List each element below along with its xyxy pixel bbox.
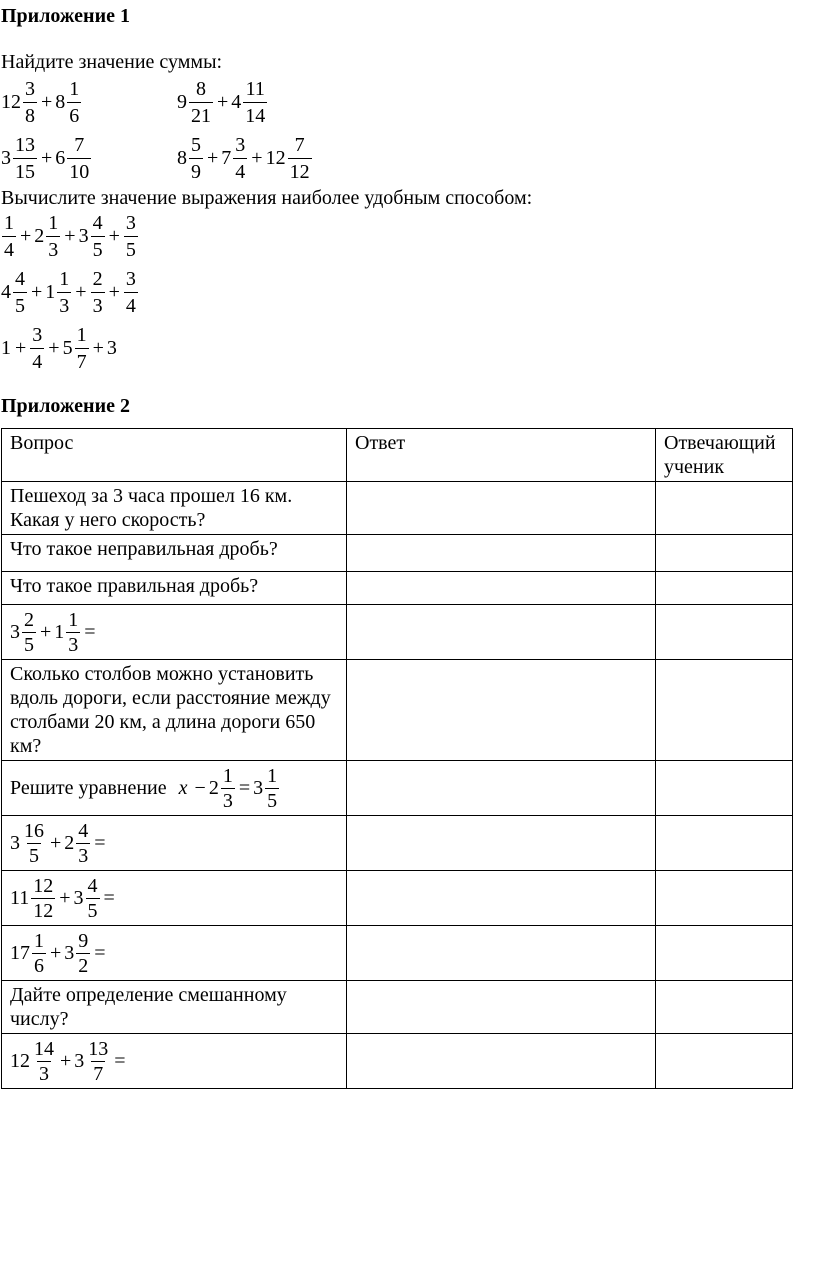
fraction [32, 1037, 56, 1086]
fraction [13, 132, 37, 185]
fraction [189, 132, 203, 185]
numerator: 12 [33, 874, 54, 897]
denominator: 5 [29, 844, 39, 867]
sum-expression [177, 72, 268, 132]
fraction [67, 132, 91, 185]
fraction [22, 819, 46, 868]
denominator: 4 [124, 292, 138, 319]
whole-part: 2 [208, 777, 219, 799]
question-cell: Дайте определение смешанному числу? [2, 981, 347, 1034]
numerator: 3 [235, 133, 246, 156]
fraction [221, 764, 235, 813]
table-row [2, 535, 793, 572]
whole-part: 5 [62, 336, 73, 359]
numerator: 16 [24, 819, 44, 842]
answer-cell [347, 926, 656, 981]
numerator: 1 [69, 77, 80, 100]
fraction [66, 608, 80, 657]
operator: + [40, 621, 52, 643]
whole-part: 1 [54, 621, 65, 643]
operator: + [59, 887, 71, 909]
fraction [2, 210, 16, 263]
header-answer: Ответ [347, 429, 656, 482]
table-header-row [2, 429, 793, 482]
sum-expression [177, 128, 313, 188]
fraction [13, 266, 27, 319]
task1-instruction: Найдите значение суммы: [1, 51, 223, 73]
denominator: 21 [189, 102, 213, 129]
numerator: 14 [34, 1037, 54, 1060]
answer-cell [347, 871, 656, 926]
numerator: 4 [87, 874, 98, 897]
student-cell [656, 535, 793, 572]
fraction [86, 874, 100, 923]
whole-part: 8 [177, 146, 187, 169]
operator: + [108, 224, 120, 247]
operator: + [251, 146, 263, 169]
fraction [46, 210, 60, 263]
fraction [57, 266, 71, 319]
denominator: 14 [243, 102, 267, 129]
operator: + [50, 832, 62, 854]
student-cell [656, 482, 793, 535]
numerator: 7 [294, 133, 305, 156]
equation-prompt: Решите уравнение [10, 777, 167, 799]
whole-part: 1 [1, 336, 11, 359]
fraction [30, 322, 44, 375]
question-cell [2, 816, 347, 871]
operator: + [50, 942, 62, 964]
whole-part: 12 [265, 146, 286, 169]
fraction [233, 132, 247, 185]
convenient-expression [1, 262, 139, 322]
operator: = [103, 887, 115, 909]
denominator: 2 [78, 954, 89, 977]
math-expression [10, 818, 340, 868]
convenient-expression [1, 318, 118, 378]
operator: + [108, 280, 120, 303]
operator: = [94, 832, 106, 854]
fraction [76, 929, 90, 978]
whole-part: 4 [231, 90, 242, 113]
question-cell: Пешеход за 3 часа прошел 16 км. Какая у него скорость? [2, 482, 347, 535]
denominator: 3 [39, 1062, 49, 1085]
whole-part: 3 [78, 224, 89, 247]
numerator: 3 [125, 211, 136, 234]
operator: = [238, 777, 251, 799]
header-question: Вопрос [2, 429, 347, 482]
denominator: 6 [34, 954, 44, 977]
denominator: 12 [288, 158, 312, 185]
numerator: 1 [34, 929, 44, 952]
denominator: 8 [23, 102, 37, 129]
fraction [22, 608, 36, 657]
student-cell [656, 871, 793, 926]
numerator: 2 [24, 608, 34, 631]
student-cell [656, 981, 793, 1034]
denominator: 15 [13, 158, 37, 185]
whole-part: 6 [55, 146, 66, 169]
denominator: 4 [2, 236, 16, 263]
fraction [124, 266, 138, 319]
whole-part: 3 [10, 832, 20, 854]
math-expression [10, 928, 340, 978]
whole-part: 3 [64, 942, 75, 964]
operator: + [64, 224, 76, 247]
table-row [2, 816, 793, 871]
operator: + [48, 336, 60, 359]
numerator: 11 [245, 77, 265, 100]
header-student: Отвечающий ученик [656, 429, 793, 482]
fraction [91, 266, 105, 319]
table-row [2, 482, 793, 535]
denominator: 12 [33, 899, 54, 922]
student-cell [656, 605, 793, 660]
fraction [32, 929, 46, 978]
whole-part: 2 [34, 224, 45, 247]
student-cell [656, 926, 793, 981]
denominator: 3 [78, 844, 89, 867]
numerator: 1 [68, 608, 79, 631]
numerator: 7 [74, 133, 85, 156]
answer-cell [347, 605, 656, 660]
numerator: 1 [267, 764, 278, 787]
operator: + [41, 90, 53, 113]
answer-cell [347, 816, 656, 871]
math-expression [10, 763, 340, 813]
appendix1-title: Приложение 1 [1, 5, 130, 27]
numerator: 1 [59, 267, 70, 290]
fraction [288, 132, 312, 185]
whole-part: 2 [64, 832, 75, 854]
denominator: 3 [57, 292, 71, 319]
student-cell [656, 660, 793, 761]
whole-part: 1 [45, 280, 56, 303]
question-cell: Что такое неправильная дробь? [2, 535, 347, 572]
numerator: 4 [92, 211, 103, 234]
operator: + [60, 1050, 72, 1072]
convenient-expression [1, 206, 139, 266]
operator: = [84, 621, 96, 643]
table-row [2, 981, 793, 1034]
numerator: 5 [191, 133, 201, 156]
denominator: 6 [67, 102, 81, 129]
denominator: 4 [30, 348, 44, 375]
whole-part: 12 [10, 1050, 30, 1072]
variable: x [178, 777, 188, 799]
table-row [2, 761, 793, 816]
operator: + [31, 280, 43, 303]
table-row [2, 926, 793, 981]
denominator: 5 [87, 899, 98, 922]
fraction [91, 210, 105, 263]
whole-part: 4 [1, 280, 11, 303]
whole-part: 17 [10, 942, 30, 964]
operator: − [194, 777, 206, 799]
table-row [2, 605, 793, 660]
denominator: 3 [222, 789, 233, 812]
answer-cell [347, 572, 656, 605]
question-cell [2, 761, 347, 816]
answer-cell [347, 535, 656, 572]
denominator: 10 [67, 158, 91, 185]
question-cell [2, 605, 347, 660]
answer-cell [347, 660, 656, 761]
numerator: 3 [25, 77, 35, 100]
numerator: 3 [32, 323, 43, 346]
question-cell: Сколько столбов можно установить вдоль дороги, если расстояние между столбами 20 км, а длина дороги 650 км? [2, 660, 347, 761]
answer-cell [347, 761, 656, 816]
operator: + [92, 336, 104, 359]
student-cell [656, 761, 793, 816]
student-cell [656, 1034, 793, 1089]
question-cell: Что такое правильная дробь? [2, 572, 347, 605]
whole-part: 3 [253, 777, 264, 799]
operator: + [75, 280, 87, 303]
appendix2-title: Приложение 2 [1, 395, 130, 417]
numerator: 3 [125, 267, 136, 290]
whole-part: 7 [221, 146, 232, 169]
operator: + [207, 146, 219, 169]
denominator: 5 [267, 789, 278, 812]
operator: = [94, 942, 106, 964]
whole-part: 11 [10, 887, 30, 909]
answer-cell [347, 482, 656, 535]
question-cell [2, 871, 347, 926]
numerator: 8 [196, 77, 206, 100]
table-row [2, 871, 793, 926]
answer-cell [347, 981, 656, 1034]
answer-cell [347, 1034, 656, 1089]
student-cell [656, 816, 793, 871]
numerator: 13 [88, 1037, 109, 1060]
numerator: 1 [222, 764, 233, 787]
denominator: 5 [13, 292, 27, 319]
fraction [76, 819, 90, 868]
math-expression [10, 873, 340, 923]
task2-instruction: Вычислите значение выражения наиболее удобным способом: [1, 187, 533, 209]
whole-part: 3 [74, 1050, 85, 1072]
fraction [124, 210, 138, 263]
denominator: 7 [93, 1062, 104, 1085]
math-expression [10, 1036, 340, 1086]
numerator: 4 [78, 819, 89, 842]
question-cell [2, 1034, 347, 1089]
fraction [23, 76, 37, 129]
numerator: 4 [15, 267, 25, 290]
whole-part: 9 [177, 90, 187, 113]
sum-expression [1, 72, 82, 132]
denominator: 3 [91, 292, 105, 319]
question-cell [2, 926, 347, 981]
table-row [2, 1034, 793, 1089]
fraction [67, 76, 81, 129]
whole-part: 3 [73, 887, 84, 909]
denominator: 5 [124, 236, 138, 263]
math-expression [10, 607, 340, 657]
fraction [243, 76, 267, 129]
operator: = [114, 1050, 126, 1072]
denominator: 4 [233, 158, 247, 185]
numerator: 13 [15, 133, 35, 156]
numerator: 9 [78, 929, 89, 952]
numerator: 1 [48, 211, 59, 234]
denominator: 5 [91, 236, 105, 263]
denominator: 3 [46, 236, 60, 263]
table-row [2, 572, 793, 605]
operator: + [20, 224, 32, 247]
whole-part: 3 [1, 146, 11, 169]
fraction [265, 764, 279, 813]
operator: + [15, 336, 27, 359]
sum-expression [1, 128, 92, 188]
operator: + [217, 90, 229, 113]
denominator: 9 [189, 158, 203, 185]
fraction [31, 874, 55, 923]
whole-part: 12 [1, 90, 21, 113]
denominator: 5 [24, 633, 34, 656]
denominator: 7 [75, 348, 89, 375]
numerator: 1 [4, 211, 14, 234]
whole-part: 8 [55, 90, 66, 113]
fraction [189, 76, 213, 129]
fraction [86, 1037, 110, 1086]
fraction [75, 322, 89, 375]
numerator: 2 [92, 267, 103, 290]
table-row [2, 660, 793, 761]
question-table [1, 428, 793, 1089]
denominator: 3 [68, 633, 79, 656]
operator: + [41, 146, 53, 169]
whole-part: 3 [106, 336, 117, 359]
student-cell [656, 572, 793, 605]
numerator: 1 [76, 323, 87, 346]
whole-part: 3 [10, 621, 20, 643]
